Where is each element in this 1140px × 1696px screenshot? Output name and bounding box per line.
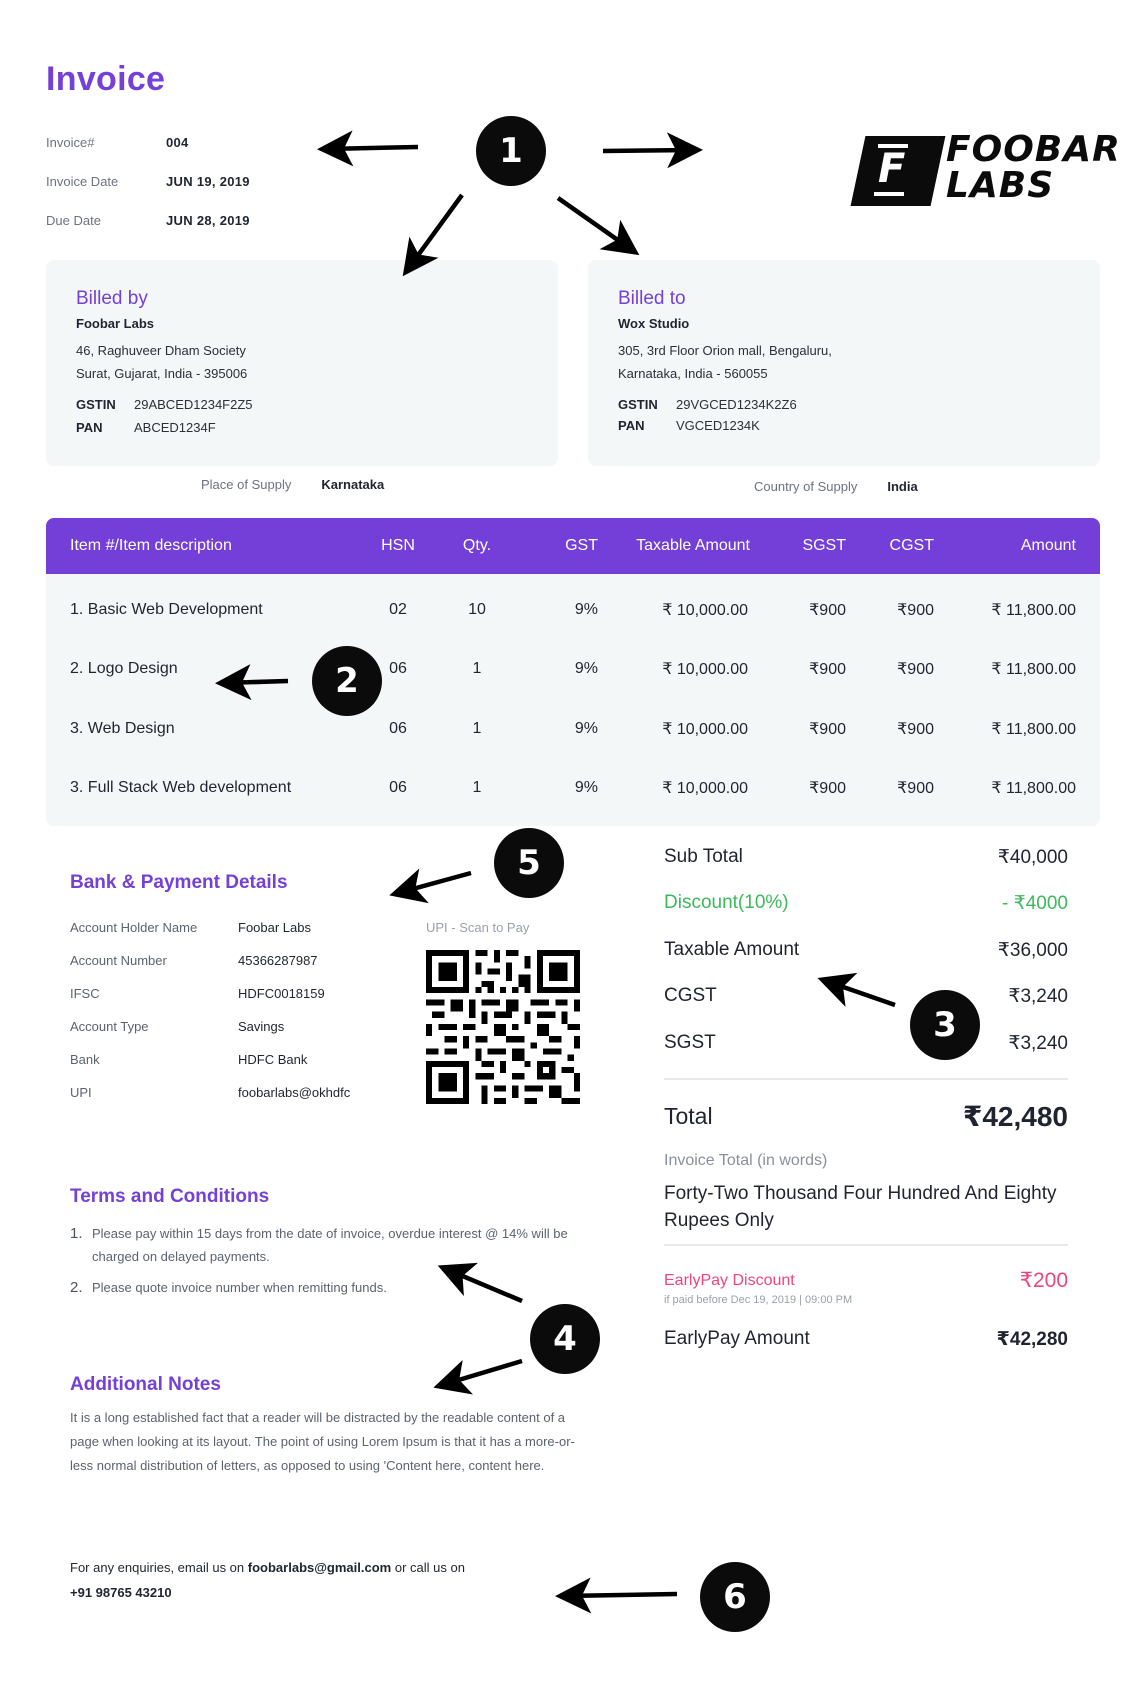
items-table [46, 518, 1100, 826]
sub-total-label: Sub Total [664, 846, 743, 867]
sgst-label: SGST [664, 1032, 716, 1053]
cell-sgst: ₹900 [809, 601, 846, 619]
logo-line1: FOOBAR [946, 129, 1121, 170]
total-in-words: Forty-Two Thousand Four Hundred And Eighty Rupees Only [664, 1183, 1057, 1231]
column-header-sgst: SGST [802, 537, 846, 554]
bank-details-title: Bank & Payment Details [70, 872, 288, 893]
bank-row-holder [70, 920, 311, 935]
billed-by-address-1: 46, Raghuveer Dham Society [76, 343, 246, 358]
cell-qty: 1 [472, 719, 482, 737]
sgst-value: ₹3,240 [1008, 1033, 1068, 1054]
discount-label: Discount(10%) [664, 892, 789, 913]
place-of-supply-label: Place of Supply [201, 477, 292, 492]
total-in-words-label: Invoice Total (in words) [664, 1152, 828, 1169]
billed-to-title: Billed to [618, 288, 686, 309]
billed-by-pan [76, 420, 528, 435]
gstin-label: GSTIN [76, 397, 116, 412]
place-of-supply-value: Karnataka [321, 477, 385, 492]
gstin-label: GSTIN [618, 397, 658, 412]
column-header-hsn: HSN [381, 537, 415, 554]
billed-to-gstin [618, 397, 1070, 412]
meta-value: JUN 19, 2019 [166, 174, 250, 189]
bank-label: Account Type [70, 1019, 149, 1034]
table-row [46, 699, 1100, 759]
company-logo [858, 129, 1121, 208]
cell-amount: ₹ 11,800.00 [991, 661, 1076, 679]
billed-by-card [46, 260, 558, 466]
summary-cgst [664, 985, 1068, 1008]
cell-cgst: ₹900 [897, 601, 934, 619]
cell-sgst: ₹900 [809, 661, 846, 679]
summary-discount [664, 892, 1068, 915]
logo-letter: F [878, 146, 906, 192]
pan-value: ABCED1234F [134, 420, 216, 435]
cell-description: 1. Basic Web Development [70, 600, 263, 618]
bank-row-account-number [70, 953, 318, 968]
billed-by-address-2: Surat, Gujarat, India - 395006 [76, 366, 248, 381]
bank-value: Foobar Labs [238, 920, 311, 935]
cell-description: 3. Web Design [70, 719, 175, 737]
bank-label: Account Number [70, 953, 167, 968]
annotation-badge-5: 5 [494, 828, 564, 898]
pan-label: PAN [76, 420, 103, 435]
gstin-value: 29VGCED1234K2Z6 [676, 397, 797, 412]
column-header-description: Item #/Item description [70, 537, 232, 554]
summary-taxable [664, 939, 1068, 962]
terms-number: 2. [70, 1279, 83, 1296]
table-row [46, 640, 1100, 700]
meta-due-date [46, 213, 250, 228]
cell-amount: ₹ 11,800.00 [991, 780, 1076, 798]
summary-divider [664, 1078, 1068, 1080]
terms-title: Terms and Conditions [70, 1186, 270, 1207]
cell-qty: 1 [472, 779, 482, 797]
cell-cgst: ₹900 [897, 661, 934, 679]
terms-item [70, 1222, 590, 1268]
terms-item [70, 1276, 590, 1299]
earlypay-amount-value: ₹42,280 [996, 1329, 1068, 1350]
meta-label: Due Date [46, 213, 101, 228]
annotation-badge-6: 6 [700, 1562, 770, 1632]
earlypay-amount [664, 1328, 1068, 1351]
meta-label: Invoice Date [46, 174, 119, 189]
cell-gst: 9% [574, 660, 598, 678]
billed-to-card [588, 260, 1100, 466]
pan-label: PAN [618, 418, 645, 433]
bank-value: HDFC Bank [238, 1052, 308, 1067]
bank-label: Bank [70, 1052, 100, 1067]
annotation-badge-3: 3 [910, 990, 980, 1060]
logo-bar [874, 192, 904, 196]
taxable-value: ₹36,000 [997, 940, 1068, 961]
table-body [46, 574, 1100, 826]
meta-value: JUN 28, 2019 [166, 213, 250, 228]
total-label: Total [664, 1103, 713, 1129]
annotation-badge-2: 2 [312, 646, 382, 716]
cell-amount: ₹ 11,800.00 [991, 601, 1076, 619]
cell-hsn: 06 [389, 779, 407, 797]
meta-invoice-date [46, 174, 250, 189]
footer-middle: or call us on [394, 1560, 465, 1575]
footer-prefix: For any enquiries, email us on [70, 1560, 245, 1575]
invoice-title: Invoice [46, 60, 166, 98]
cell-gst: 9% [574, 719, 598, 737]
cell-qty: 10 [468, 600, 486, 618]
country-of-supply [754, 479, 918, 494]
cell-taxable: ₹ 10,000.00 [662, 661, 748, 679]
notes-title: Additional Notes [70, 1374, 221, 1395]
bank-label: IFSC [70, 986, 100, 1001]
cell-description: 2. Logo Design [70, 660, 178, 678]
bank-row-ifsc [70, 986, 325, 1001]
cell-taxable: ₹ 10,000.00 [662, 780, 748, 798]
logo-line2: LABS [946, 165, 1055, 206]
gstin-value: 29ABCED1234F2Z5 [134, 397, 253, 412]
cell-hsn: 06 [389, 660, 407, 678]
terms-number: 1. [70, 1225, 83, 1242]
cell-sgst: ₹900 [809, 720, 846, 738]
annotation-badge-1: 1 [476, 116, 546, 186]
pan-value: VGCED1234K [676, 418, 760, 433]
cell-hsn: 02 [389, 600, 407, 618]
column-header-gst: GST [565, 537, 598, 554]
table-row [46, 759, 1100, 819]
earlypay-discount [664, 1268, 1068, 1293]
footer-phone[interactable]: +91 98765 43210 [70, 1585, 172, 1600]
annotation-badge-4: 4 [530, 1304, 600, 1374]
cell-qty: 1 [472, 660, 482, 678]
upi-scan-label: UPI - Scan to Pay [426, 920, 530, 935]
summary-total [664, 1100, 1068, 1133]
bank-label: Account Holder Name [70, 920, 198, 935]
summary-divider [664, 1244, 1068, 1246]
billed-to-pan [618, 418, 1070, 433]
cell-sgst: ₹900 [809, 780, 846, 798]
terms-text: Please pay within 15 days from the date of invoice, overdue interest @ 14% will be charged on delayed payments. [92, 1226, 568, 1264]
summary-sgst [664, 1032, 1068, 1055]
country-of-supply-value: India [887, 479, 918, 494]
notes-body: It is a long established fact that a reader will be distracted by the readable content of a page when looking at its layout. The point of using Lorem Ipsum is that it has a more-or-less normal distribution of letters, as opposed to using 'Content here, content here. [70, 1410, 575, 1473]
cell-description: 3. Full Stack Web development [70, 779, 292, 797]
cell-cgst: ₹900 [897, 780, 934, 798]
column-header-cgst: CGST [889, 537, 934, 554]
logo-wordmark [946, 129, 1121, 206]
summary-sub-total [664, 846, 1068, 869]
earlypay-amount-label: EarlyPay Amount [664, 1328, 810, 1349]
meta-value: 004 [166, 135, 189, 150]
country-of-supply-label: Country of Supply [754, 479, 858, 494]
column-header-qty: Qty. [462, 537, 492, 554]
bank-label: UPI [70, 1085, 92, 1100]
bank-value: 45366287987 [238, 953, 318, 968]
upi-qr-code-icon [426, 950, 580, 1104]
earlypay-discount-label: EarlyPay Discount [664, 1271, 795, 1289]
meta-invoice-number [46, 135, 189, 150]
cell-gst: 9% [574, 600, 598, 618]
cell-taxable: ₹ 10,000.00 [662, 720, 748, 738]
earlypay-note: if paid before Dec 19, 2019 | 09:00 PM [664, 1294, 853, 1306]
billed-to-name: Wox Studio [618, 316, 690, 331]
bank-row-account-type [70, 1019, 284, 1034]
table-header [46, 518, 1100, 574]
cell-gst: 9% [574, 779, 598, 797]
table-row [46, 580, 1100, 640]
footer-email-link[interactable]: foobarlabs@gmail.com [247, 1560, 392, 1575]
billed-by-title: Billed by [76, 288, 148, 309]
bank-value: HDFC0018159 [238, 986, 325, 1001]
bank-row-bank [70, 1052, 307, 1067]
total-value: ₹42,480 [962, 1101, 1068, 1132]
billed-by-gstin [76, 397, 528, 412]
terms-text: Please quote invoice number when remitting funds. [92, 1280, 387, 1295]
sub-total-value: ₹40,000 [997, 847, 1068, 868]
cgst-label: CGST [664, 985, 717, 1006]
cell-hsn: 06 [389, 719, 407, 737]
cell-cgst: ₹900 [897, 720, 934, 738]
bank-row-upi [70, 1085, 350, 1100]
footer-contact [70, 1560, 465, 1575]
bank-value: Savings [238, 1019, 285, 1034]
billed-to-address-1: 305, 3rd Floor Orion mall, Bengaluru, [618, 343, 832, 358]
billed-by-name: Foobar Labs [76, 316, 155, 331]
column-header-amount: Amount [1020, 537, 1076, 554]
column-header-taxable: Taxable Amount [636, 537, 750, 554]
billed-to-address-2: Karnataka, India - 560055 [618, 366, 768, 381]
place-of-supply [201, 477, 384, 492]
meta-label: Invoice# [46, 135, 95, 150]
bank-value: foobarlabs@okhdfc [238, 1085, 351, 1100]
earlypay-discount-value: ₹200 [1019, 1269, 1068, 1292]
cgst-value: ₹3,240 [1008, 986, 1068, 1007]
cell-amount: ₹ 11,800.00 [991, 720, 1076, 738]
discount-value: - ₹4000 [1002, 893, 1068, 914]
taxable-label: Taxable Amount [664, 939, 800, 960]
cell-taxable: ₹ 10,000.00 [662, 601, 748, 619]
